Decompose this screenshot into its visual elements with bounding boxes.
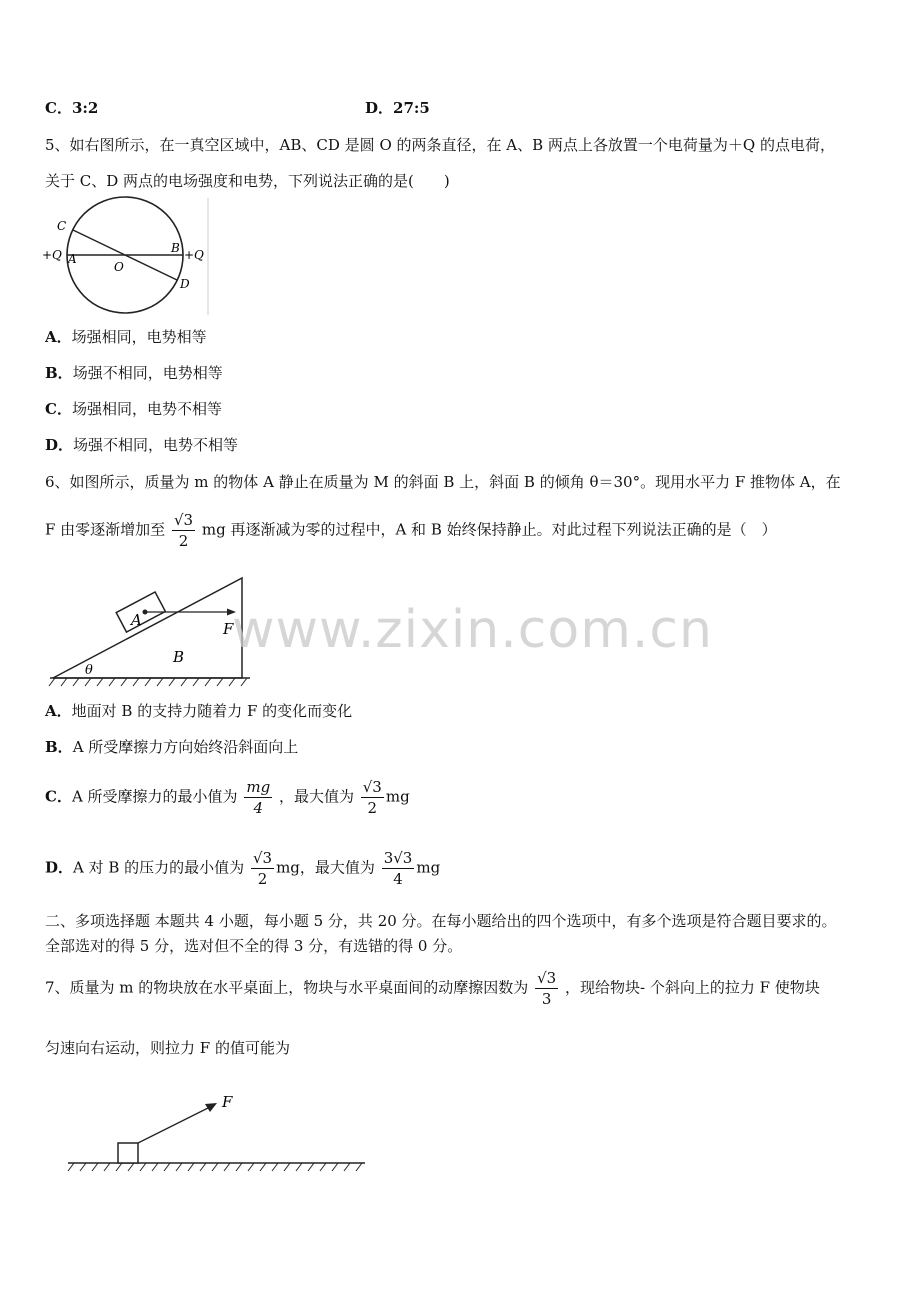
option-letter: C． [45, 400, 72, 418]
watermark: www.zixin.com.cn [232, 600, 713, 660]
option-text: 27:5 [393, 99, 430, 117]
label-f: F [222, 1093, 233, 1111]
fraction-denominator: 2 [178, 532, 189, 550]
fraction-denominator: 4 [393, 870, 403, 888]
label-f: F [223, 620, 234, 638]
option-text: 地面对 B 的支持力随着力 F 的变化而变化 [71, 702, 353, 720]
label-b: B [173, 648, 185, 666]
option-text: 场强不相同，电势不相等 [73, 436, 239, 454]
option-text: mg [416, 858, 441, 877]
q6-stem-line1: 6、如图所示，质量为 m 的物体 A 静止在质量为 M 的斜面 B 上，斜面 B 的倾角 θ＝30°。现用水平力 F 推物体 A，在 [45, 473, 841, 491]
q4-option-d [365, 97, 430, 118]
fraction-denominator: 4 [253, 799, 264, 817]
option-letter: D． [45, 858, 74, 877]
label-theta: θ [85, 663, 93, 678]
option-text: 场强相同，电势不相等 [71, 400, 222, 418]
fraction-denominator: 3 [541, 990, 552, 1008]
label-plus-q-right: +Q [184, 248, 204, 262]
fraction-numerator: √3 [537, 969, 557, 987]
label-a: A [68, 252, 77, 266]
q5-circle-figure [40, 193, 215, 318]
option-text: mg，最大值为 [276, 858, 375, 877]
section2-heading-line1: 二、多项选择题 本题共 4 小题，每小题 5 分，共 20 分。在每小题给出的四个选项中，有多个选项是符合题目要求的。 [45, 912, 837, 930]
fraction-numerator: √3 [173, 511, 194, 529]
fraction-sqrt3-over-2 [251, 848, 274, 889]
ground-hatching [49, 678, 247, 686]
fraction-sqrt3-over-2 [172, 510, 195, 551]
q6-option-a [45, 700, 352, 721]
q7-stem-line1 [45, 968, 820, 1009]
q7-stem-line2: 匀速向右运动，则拉力 F 的值可能为 [45, 1039, 290, 1057]
stem-text: mg 再逐渐减为零的过程中，A 和 B 始终保持静止。对此过程下列说法正确的是（ ） [201, 520, 777, 539]
q5-option-b [45, 362, 223, 383]
fraction-sqrt3-over-3 [535, 968, 558, 1009]
label-b: B [171, 241, 180, 255]
q5-stem-line1: 5、如右图所示，在一真空区域中，AB、CD 是圆 O 的两条直径，在 A、B 两点上各放置一个电荷量为＋Q 的点电荷， [45, 136, 835, 154]
fraction-denominator: 2 [367, 799, 378, 817]
fraction-3sqrt3-over-4 [382, 848, 415, 889]
label-c: C [57, 219, 67, 233]
option-text: A 对 B 的压力的最小值为 [73, 858, 245, 877]
incline-b [53, 578, 242, 678]
q6-stem-line2 [45, 510, 777, 551]
q5-option-a [45, 326, 207, 347]
option-text: mg [385, 787, 410, 806]
q6-option-b [45, 736, 298, 757]
fraction-numerator: 3√3 [383, 849, 413, 867]
label-o: O [114, 260, 124, 274]
fraction-numerator: √3 [252, 849, 273, 867]
q5-option-d [45, 434, 238, 455]
option-letter: A． [45, 702, 72, 720]
arrowhead-icon [205, 1103, 217, 1112]
label-d: D [180, 277, 190, 291]
q5-stem-line2: 关于 C、D 两点的电场强度和电势，下列说法正确的是( ) [45, 172, 450, 190]
option-text: ，最大值为 [278, 787, 354, 806]
stem-text: 7、质量为 m 的物块放在水平桌面上，物块与水平桌面间的动摩擦因数为 [45, 978, 529, 997]
option-letter: B． [45, 364, 73, 382]
fraction-sqrt3-over-2 [361, 777, 384, 818]
option-text: A 所受摩擦力方向始终沿斜面向上 [72, 738, 299, 756]
stem-text: F 由零逐渐增加至 [45, 520, 166, 539]
option-letter: D． [365, 99, 394, 117]
q6-option-d [45, 848, 440, 889]
option-letter: C． [45, 99, 72, 117]
option-letter: C． [45, 787, 72, 806]
option-letter: B． [45, 738, 73, 756]
ground-hatching [68, 1163, 362, 1171]
label-a: A [131, 611, 142, 629]
q4-option-c [45, 97, 98, 118]
option-text: 场强不相同，电势相等 [72, 364, 223, 382]
option-letter: D． [45, 436, 74, 454]
q7-pull-figure [60, 1085, 380, 1180]
force-f-arrow [138, 1107, 210, 1143]
option-text: A 所受摩擦力的最小值为 [71, 787, 238, 806]
fraction-denominator: 2 [257, 870, 268, 888]
block [118, 1143, 138, 1163]
section2-heading-line2: 全部选对的得 5 分，选对但不全的得 3 分，有选错的得 0 分。 [45, 937, 463, 955]
q6-option-c [45, 777, 410, 818]
option-text: 场强相同，电势相等 [71, 328, 207, 346]
q5-option-c [45, 398, 222, 419]
fraction-numerator: √3 [362, 778, 382, 796]
label-plus-q-left: +Q [42, 248, 62, 262]
option-letter: A． [45, 328, 72, 346]
q6-incline-figure [45, 570, 260, 692]
fraction-numerator: mg [246, 778, 271, 796]
stem-text: ，现给物块- 个斜向上的拉力 F 使物块 [564, 978, 820, 997]
option-text: 3:2 [71, 99, 99, 117]
fraction-mg-over-4 [244, 777, 272, 818]
